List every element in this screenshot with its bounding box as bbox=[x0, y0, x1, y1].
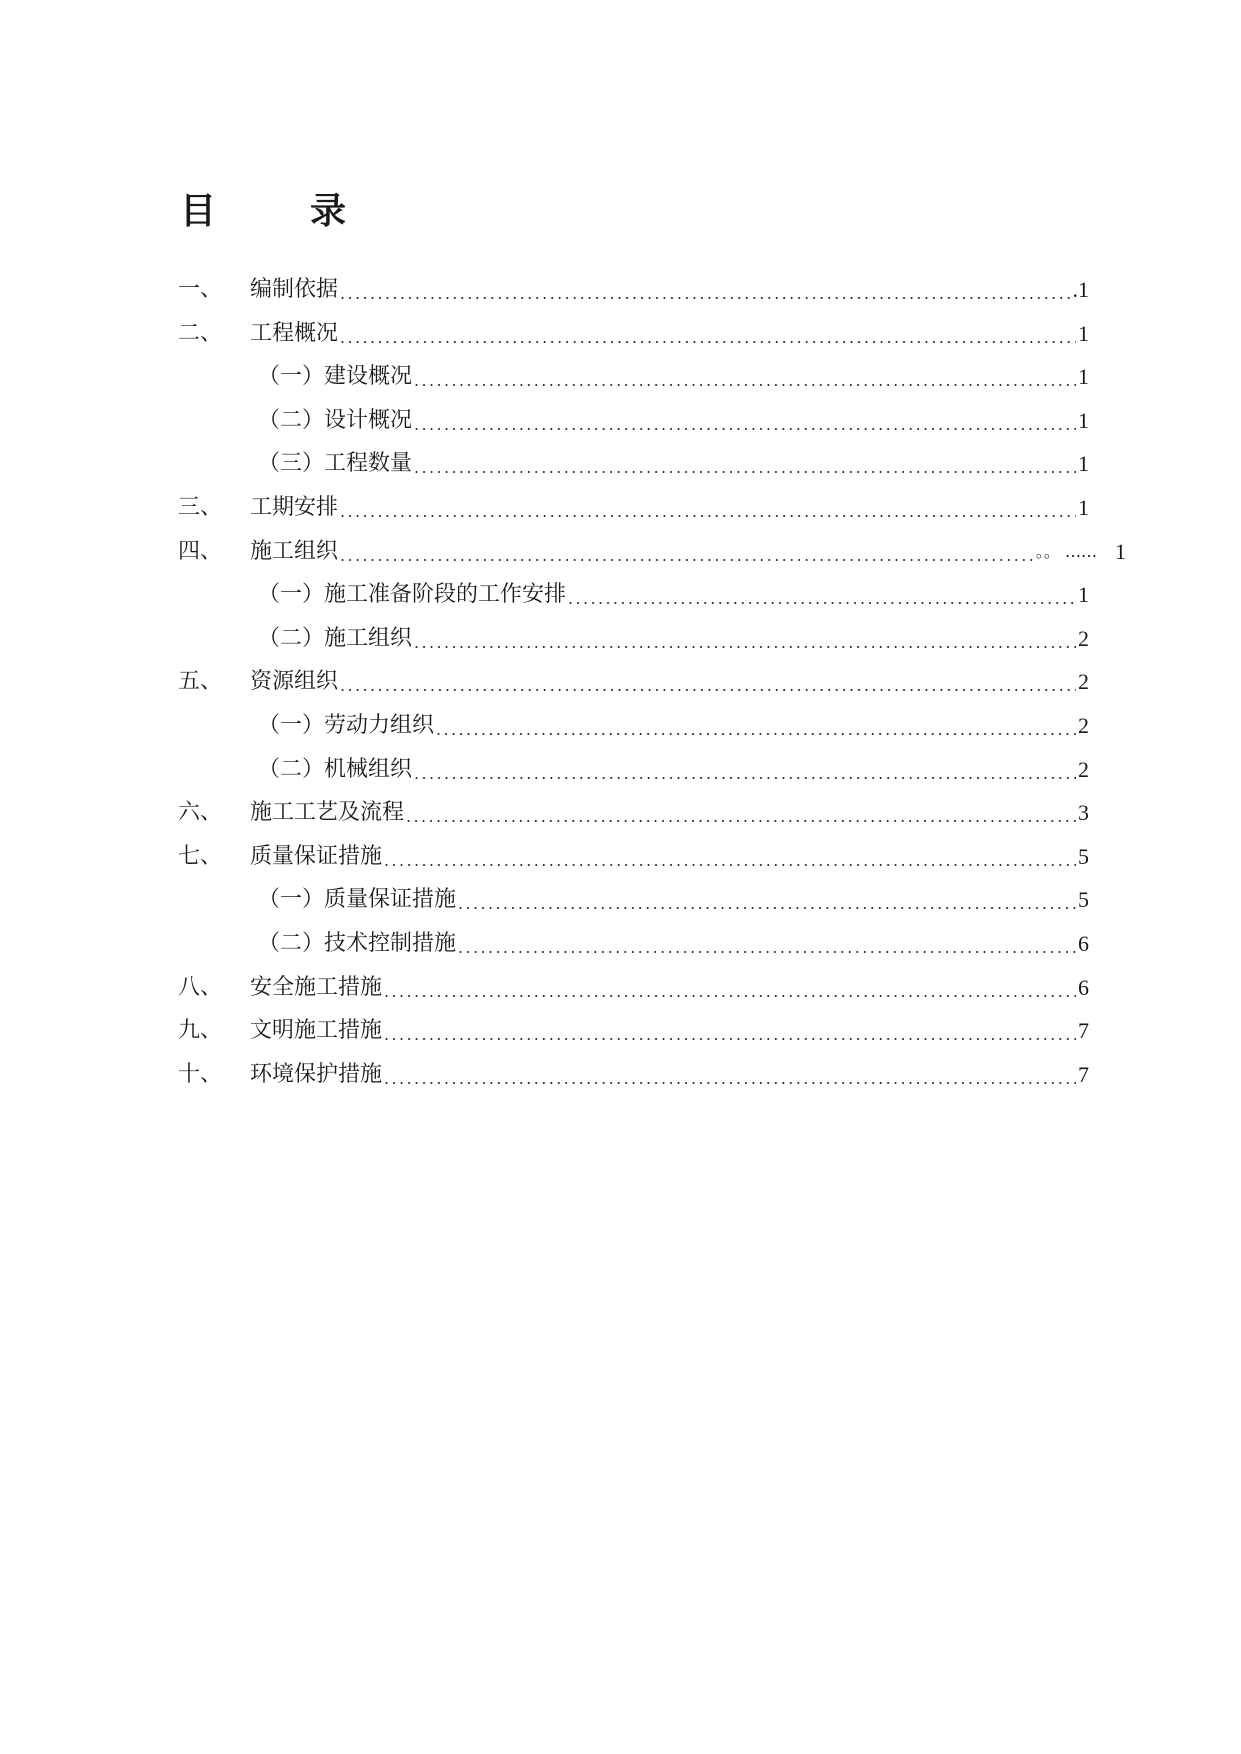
toc-dot-leader bbox=[384, 1051, 1076, 1099]
toc-entry-number: 十、 bbox=[178, 1062, 223, 1087]
toc-entry-page-number: 6 bbox=[1078, 931, 1089, 956]
toc-entry-title: 工期安排 bbox=[250, 495, 339, 520]
toc-entry[interactable] bbox=[250, 310, 1089, 358]
toc-entry-page-number: 1 bbox=[1078, 321, 1089, 346]
toc-dot-leader bbox=[458, 920, 1076, 968]
toc-entry-page-number: 3 bbox=[1078, 800, 1089, 825]
toc-entry[interactable] bbox=[250, 266, 1089, 314]
toc-entry-title: 环境保护措施 bbox=[250, 1062, 383, 1087]
toc-entry-page-number: 1 bbox=[1078, 582, 1089, 607]
toc-dot-leader bbox=[384, 1007, 1076, 1055]
toc-dot-leader bbox=[414, 397, 1076, 445]
toc-entry-number: 一、 bbox=[178, 277, 223, 302]
toc-entry-title: （二）机械组织 bbox=[258, 757, 413, 782]
toc-entry-title: （一）施工准备阶段的工作安排 bbox=[258, 582, 567, 607]
toc-entry[interactable] bbox=[258, 615, 1089, 663]
toc-entry-title: 编制依据 bbox=[250, 277, 339, 302]
toc-dot-leader bbox=[384, 833, 1076, 881]
toc-heading-char-1: 目 bbox=[180, 191, 217, 232]
toc-entry[interactable] bbox=[258, 920, 1089, 968]
toc-entry-page-number: 1 bbox=[1115, 539, 1126, 564]
toc-dot-leader bbox=[414, 615, 1076, 663]
toc-entry-title: （一）建设概况 bbox=[258, 364, 413, 389]
toc-entry-page-number: .1 bbox=[1072, 277, 1089, 302]
toc-entry-number: 四、 bbox=[178, 539, 223, 564]
toc-entry[interactable] bbox=[250, 484, 1089, 532]
toc-entry-number: 六、 bbox=[178, 800, 223, 825]
toc-entry[interactable] bbox=[250, 964, 1089, 1012]
toc-entry-number: 三、 bbox=[178, 495, 223, 520]
toc-entry-page-number: 7 bbox=[1078, 1062, 1089, 1087]
toc-entry[interactable] bbox=[258, 571, 1089, 619]
toc-entry[interactable] bbox=[258, 702, 1089, 750]
toc-entry[interactable] bbox=[250, 833, 1089, 881]
toc-entry-page-number: 1 bbox=[1078, 451, 1089, 476]
toc-entry-number: 九、 bbox=[178, 1018, 223, 1043]
toc-entry-page-number: 5 bbox=[1078, 887, 1089, 912]
toc-entry[interactable] bbox=[258, 397, 1089, 445]
toc-entry-page-number: 5 bbox=[1078, 844, 1089, 869]
toc-entry-title: 施工组织 bbox=[250, 539, 339, 564]
toc-entry-title: 文明施工措施 bbox=[250, 1018, 383, 1043]
toc-entry-page-number: 2 bbox=[1078, 713, 1089, 738]
toc-dot-leader bbox=[436, 702, 1076, 750]
toc-entry[interactable] bbox=[250, 528, 1126, 576]
toc-entry-number: 八、 bbox=[178, 975, 223, 1000]
toc-entry[interactable] bbox=[250, 789, 1089, 837]
toc-entry-page-number: 1 bbox=[1078, 364, 1089, 389]
toc-dot-leader bbox=[414, 746, 1076, 794]
toc-entry-page-number: 2 bbox=[1078, 626, 1089, 651]
toc-entry-page-number: 1 bbox=[1078, 495, 1089, 520]
toc-dot-leader bbox=[458, 876, 1076, 924]
toc-entry[interactable] bbox=[250, 1007, 1089, 1055]
toc-dot-leader bbox=[414, 353, 1076, 401]
toc-dot-leader bbox=[414, 440, 1076, 488]
toc-entry[interactable] bbox=[258, 353, 1089, 401]
toc-entry[interactable] bbox=[250, 1051, 1089, 1099]
toc-entry-page-number: 7 bbox=[1078, 1018, 1089, 1043]
toc-entry-title: 资源组织 bbox=[250, 669, 339, 694]
toc-entry-title: 质量保证措施 bbox=[250, 844, 383, 869]
toc-entry-extra-marks: 。。 …… bbox=[1035, 542, 1097, 561]
toc-entry-page-number: 2 bbox=[1078, 669, 1089, 694]
toc-entry[interactable] bbox=[250, 658, 1089, 706]
toc-entry-page-number: 1 bbox=[1078, 408, 1089, 433]
toc-dot-leader bbox=[384, 964, 1076, 1012]
toc-entry-title: 安全施工措施 bbox=[250, 975, 383, 1000]
toc-entry-title: （二）设计概况 bbox=[258, 408, 413, 433]
toc-entry-number: 五、 bbox=[178, 669, 223, 694]
toc-entry-page-number: 6 bbox=[1078, 975, 1089, 1000]
toc-entry-number: 二、 bbox=[178, 321, 223, 346]
toc-entry-title: 施工工艺及流程 bbox=[250, 800, 405, 825]
toc-entry[interactable] bbox=[258, 876, 1089, 924]
toc-entry[interactable] bbox=[258, 440, 1089, 488]
toc-dot-leader bbox=[340, 528, 1034, 576]
toc-entry-page-number: 2 bbox=[1078, 757, 1089, 782]
toc-heading-char-2: 录 bbox=[310, 191, 347, 232]
toc-entry-title: （一）质量保证措施 bbox=[258, 887, 457, 912]
toc-heading bbox=[180, 188, 346, 236]
toc-dot-leader bbox=[340, 484, 1076, 532]
toc-dot-leader bbox=[406, 789, 1076, 837]
toc-entry-title: （二）技术控制措施 bbox=[258, 931, 457, 956]
toc-entry-title: （三）工程数量 bbox=[258, 451, 413, 476]
toc-entry-title: （二）施工组织 bbox=[258, 626, 413, 651]
toc-dot-leader bbox=[340, 266, 1070, 314]
toc-entry-title: 工程概况 bbox=[250, 321, 339, 346]
toc-entry-title: （一）劳动力组织 bbox=[258, 713, 435, 738]
toc-dot-leader bbox=[568, 571, 1076, 619]
toc-dot-leader bbox=[340, 658, 1076, 706]
toc-entry-number: 七、 bbox=[178, 844, 223, 869]
toc-dot-leader bbox=[340, 310, 1076, 358]
toc-entry[interactable] bbox=[258, 746, 1089, 794]
